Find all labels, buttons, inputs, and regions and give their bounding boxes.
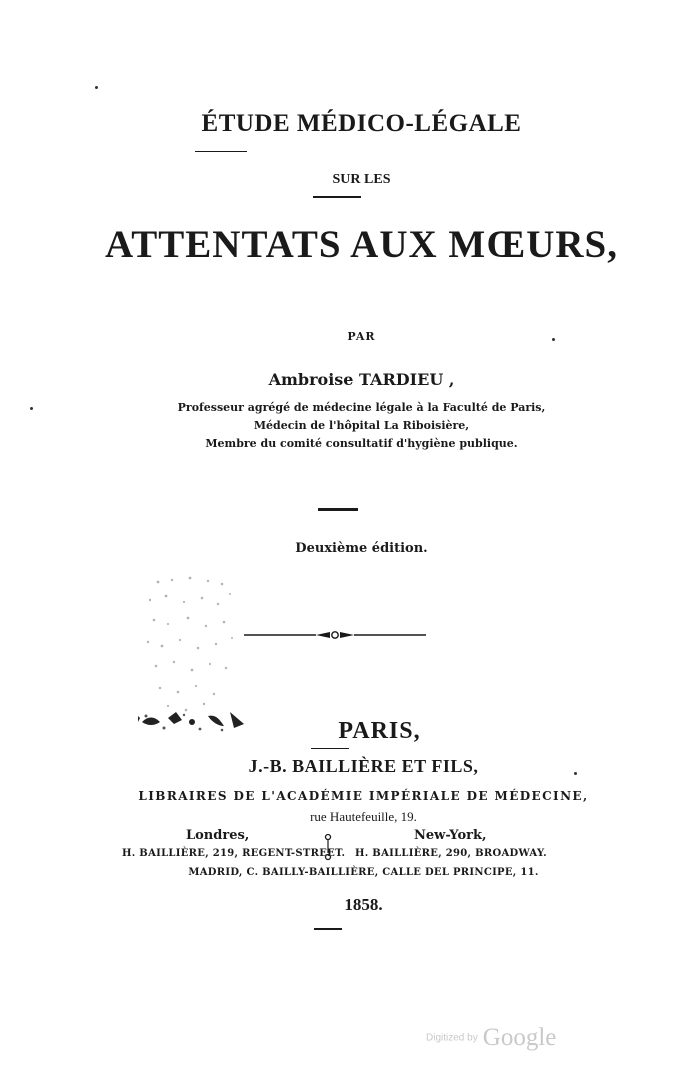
imprint-city: PARIS, (338, 718, 421, 744)
title-line-2: SUR LES (332, 172, 391, 187)
imprint-newyork: New-York, (414, 828, 487, 843)
title-line-3: ATTENTATS AUX MŒURS, (105, 223, 618, 266)
imprint-madrid: MADRID, C. BAILLY-BAILLIÈRE, CALLE DEL PRINCIPE, 11. (188, 867, 539, 878)
imprint-london-address: H. BAILLIÈRE, 219, REGENT-STREET. (122, 848, 346, 859)
author-role: Médecin de l'hôpital La Riboisière, (253, 419, 470, 432)
byline-par: PAR (347, 330, 376, 343)
edition-label: Deuxième édition. (295, 541, 428, 556)
author-name: Ambroise TARDIEU , (268, 370, 455, 389)
short-rule (195, 151, 247, 152)
speck (95, 86, 98, 89)
watermark-digitized-text: Digitized by (426, 1032, 478, 1044)
speck (574, 772, 577, 775)
author-role: Professeur agrégé de médecine légale à la Faculté de Paris, (177, 401, 546, 414)
imprint-year: 1858. (344, 895, 383, 914)
library-stamp-icon (138, 572, 258, 732)
ornamental-rule (244, 628, 426, 642)
google-logo: Google (482, 1024, 557, 1051)
imprint-publisher: J.-B. BAILLIÈRE ET FILS, (248, 756, 479, 776)
short-rule (313, 196, 361, 198)
imprint-librarians: LIBRAIRES DE L'ACADÉMIE IMPÉRIALE DE MÉDECINE, (138, 789, 589, 803)
short-rule (314, 928, 342, 930)
imprint-newyork-address: H. BAILLIÈRE, 290, BROADWAY. (355, 848, 547, 859)
author-role: Membre du comité consultatif d'hygiène publique. (205, 437, 518, 450)
speck (552, 338, 555, 341)
digitized-watermark (426, 1024, 556, 1052)
imprint-street: rue Hautefeuille, 19. (310, 809, 417, 824)
speck (30, 407, 33, 410)
imprint-london: Londres, (186, 828, 250, 843)
title-line-1: ÉTUDE MÉDICO-LÉGALE (201, 110, 522, 137)
short-rule (311, 748, 349, 749)
section-rule (318, 508, 358, 511)
